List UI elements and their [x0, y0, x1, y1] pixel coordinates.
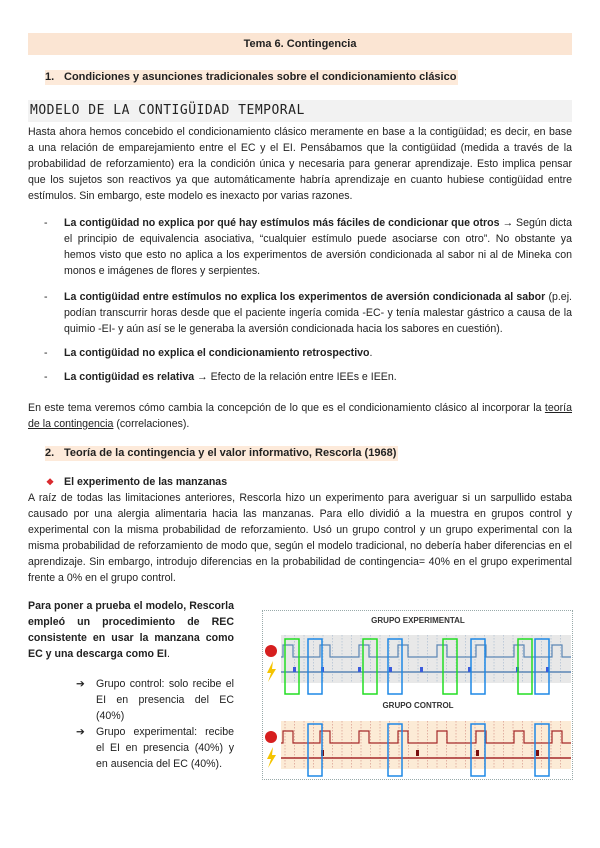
- limitation-text: (p.ej. podían transcurrir horas desde que el paciente ingería comida -EC- y tenía malestar gástrico a causa de la quimio -EI- y aún así se le generaba la aversión condicionada hacia los sabores en cuestión).: [64, 291, 572, 335]
- apple-icon: [265, 731, 277, 743]
- limitation-item: - La contigüidad no explica por qué hay estímulos más fáciles de condicionar que otros → Según dicta el principio de equivalencia asociativa, “cualquier estímulo puede asociarse con otro”. No obstante ya hemos visto que esto no aplica a los experimentos de aversión condicionada al sabor ni al de Mineka con monos e imágenes de flores y serpientes.: [44, 217, 573, 277]
- limitation-bold: La contigüidad no explica por qué hay estímulos más fáciles de condicionar que otros: [64, 217, 500, 229]
- transition-text: En este tema veremos cómo cambia la concepción de lo que es el condicionamiento clásico al incorporar la: [28, 402, 545, 414]
- control-background: [281, 721, 571, 769]
- contingency-theory-link: teoría de la contingencia: [28, 402, 572, 430]
- experiment-figure: [262, 610, 573, 780]
- transition-paragraph: [28, 400, 572, 432]
- experimental-background: [281, 635, 571, 683]
- procedure-end: .: [166, 648, 170, 660]
- section-1-number: 1.: [45, 71, 55, 83]
- group-item: [76, 724, 234, 772]
- us-shock-mark: [389, 667, 392, 672]
- model-heading-text: MODELO DE LA CONTIGÜIDAD TEMPORAL: [30, 103, 305, 118]
- procedure-text: Para poner a prueba el modelo, Rescorla empleó un procedimiento de REC consistente en usar la manzana como EC y una descarga como EI: [28, 600, 234, 660]
- limitation-bold: La contigüidad no explica el condicionamiento retrospectivo: [64, 347, 370, 359]
- limitation-item: - La contigüidad no explica el condicionamiento retrospectivo.: [44, 347, 373, 359]
- experimental-group-label: GRUPO EXPERIMENTAL: [371, 616, 465, 625]
- us-shock-mark: [420, 667, 423, 672]
- control-group-label: GRUPO CONTROL: [382, 701, 454, 710]
- us-shock-mark: [293, 667, 296, 672]
- apple-icon: [265, 645, 277, 657]
- diamond-bullet-icon: ❖: [46, 477, 55, 487]
- limitation-text: → Según dicta el principio de equivalencia asociativa, “cualquier estímulo puede asociarse con otro”. No obstante ya hemos visto que esto no aplica a los experimentos de aversión condicionada al sabor ni al de Mineka con monos e imágenes de flores y serpientes.: [64, 217, 573, 277]
- group-item: [76, 676, 234, 724]
- us-shock-mark: [358, 667, 361, 672]
- limitation-item: - La contigüidad es relativa → Efecto de la relación entre IEEs e IEEn.: [44, 371, 397, 383]
- limitation-item: - La contigüidad entre estímulos no explica los experimentos de aversión condicionada al sabor (p.ej. podían transcurrir horas desde que el paciente ingería comida -EC- y tenía malestar gástrico a causa de la quimio -EI- y aún así se le generaba la aversión condicionada hacia los sabores en cuestión).: [44, 291, 572, 335]
- section-1-title: Condiciones y asunciones tradicionales sobre el condicionamiento clásico: [64, 71, 457, 83]
- limitation-bold: La contigüidad entre estímulos no explica los experimentos de aversión condicionada al sabor: [64, 291, 546, 303]
- section-2-number: 2.: [45, 447, 55, 459]
- section-2-title: Teoría de la contingencia y el valor informativo, Rescorla (1968): [64, 447, 397, 459]
- intro-paragraph: Hasta ahora hemos concebido el condicionamiento clásico meramente en base a la contigüidad; es decir, en base a una relación de emparejamiento entre el EC y el EI. Pensábamos que la contigüidad (medida a través de la probabilidad de reforzamiento) era la condición única y necesaria para generar aprendizaje. Esto implica pensar que los sujetos son reactivos ya que automáticamente habría aprendizaje en cuanto hubiese contigüidad entre estímulos. Sin embargo, este modelo es inexacto por varias razones.: [28, 126, 572, 202]
- limitation-bold: La contigüidad es relativa: [64, 371, 195, 383]
- arrow-bullet-icon: ➔: [76, 726, 85, 738]
- limitation-text: .: [369, 347, 373, 359]
- experiment-paragraph: A raíz de todas las limitaciones anteriores, Rescorla hizo un experimento para averiguar si un sarpullido estaba causado por una alergia alimentaria hacia las manzanas. Para ello dividió a la muestra en grupos control y experimental con la misma probabilidad de reforzamiento. Usó un grupo control y un grupo experimental con la misma probabilidad de reforzamiento de modo que, según el modelo tradicional, no debería haber diferencias en el aprendizaje. Sin embargo, introdujo diferencias en la probabilidad de contingencia= 40% en el grupo experimental frente a 0% en el grupo control.: [28, 492, 572, 584]
- us-shock-mark: [476, 750, 479, 756]
- lightning-icon: [267, 661, 276, 682]
- transition-text-end: (correlaciones).: [113, 418, 190, 430]
- group-text: Grupo control: solo recibe el EI en presencia del EC (40%): [96, 678, 234, 722]
- procedure-paragraph: [28, 598, 234, 662]
- arrow-bullet-icon: ➔: [76, 678, 85, 690]
- group-text: Grupo experimental: recibe el EI en presencia (40%) y en ausencia del EC (40%).: [96, 726, 234, 770]
- timeline-diagram: [263, 611, 572, 779]
- limitation-text: → Efecto de la relación entre IEEs e IEEn.: [194, 371, 397, 383]
- experiment-title: [46, 475, 227, 489]
- us-shock-mark: [416, 750, 419, 756]
- groups-list: [76, 676, 234, 772]
- lightning-icon: [267, 747, 276, 768]
- experiment-title-text: El experimento de las manzanas: [64, 476, 228, 488]
- document-title: Tema 6. Contingencia: [28, 33, 572, 55]
- section-1-heading: [45, 70, 458, 85]
- model-heading: [28, 100, 572, 122]
- us-shock-mark: [536, 750, 539, 756]
- section-2-heading: [45, 446, 398, 461]
